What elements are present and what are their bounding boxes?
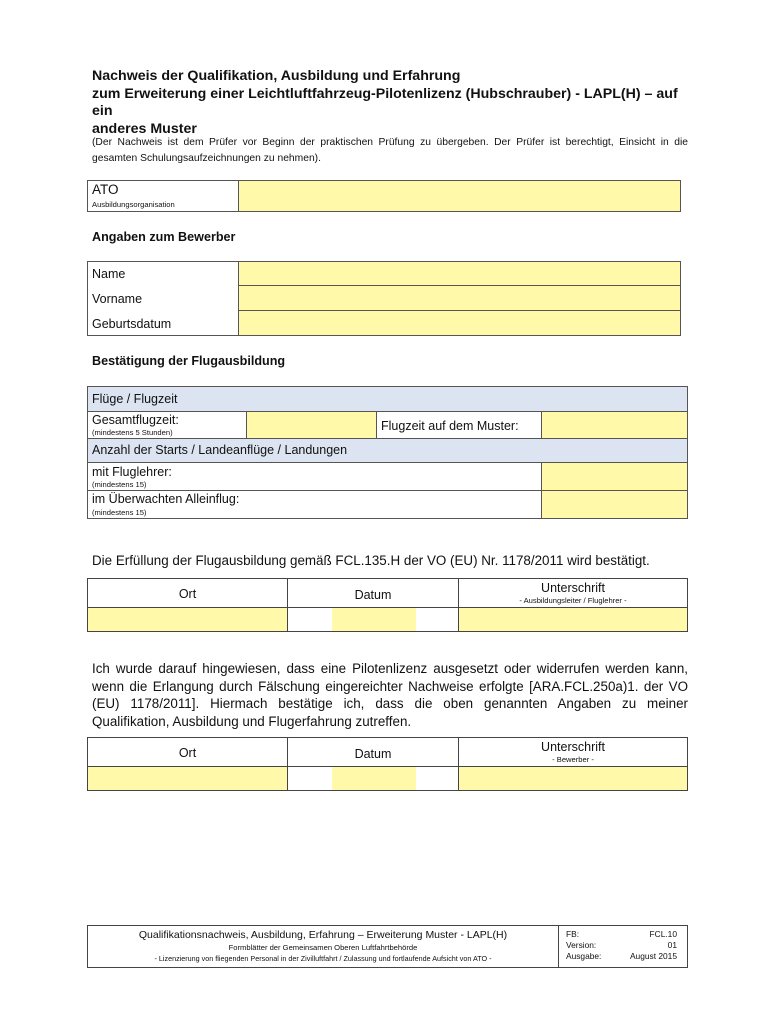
footer-line-2: Formblätter der Gemeinsamen Oberen Luftfahrtbehörde: [228, 943, 418, 952]
unterschrift-header: Unterschrift: [541, 581, 605, 595]
ato-box: [87, 180, 681, 212]
signature-block-instructor: [87, 578, 688, 632]
version-value: 01: [667, 940, 677, 950]
ort-header-2: Ort: [88, 738, 288, 767]
solo-field[interactable]: [542, 491, 687, 518]
declaration-text: Ich wurde darauf hingewiesen, dass eine Pilotenlizenz ausgesetzt oder widerrufen werden kann, wenn die Erlangung durch Fälschung eingereichter Nachweise erfolgte [ARA.FCL.250a)1. der VO (EU) 1178/2011]. Hiermach bestätige ich, dass die oben genannten Angaben zu meiner Qualifikation, Ausbildung und Flugerfahrung zutreffen.: [92, 661, 688, 729]
unterschrift-header-2: Unterschrift: [541, 740, 605, 754]
name-field[interactable]: [239, 262, 680, 286]
datum-field-1[interactable]: [332, 608, 416, 631]
version-label: Version:: [566, 940, 597, 950]
applicant-table: [87, 261, 681, 336]
title-line-1: Nachweis der Qualifikation, Ausbildung und Erfahrung: [92, 68, 461, 84]
footer-line-3: - Lizenzierung von fliegenden Personal in der Zivilluftfahrt / Zulassung und fortlaufende Aufsicht von ATO -: [154, 954, 492, 963]
ort-header: Ort: [88, 579, 288, 608]
ato-sub-label: Ausbildungsorganisation: [92, 200, 175, 209]
title-line-2: zum Erweiterung einer Leichtluftfahrzeug-Pilotenlizenz (Hubschrauber) - LAPL(H) – auf ein: [92, 85, 678, 119]
solo-sub: (mindestens 15): [92, 508, 147, 517]
fb-value: FCL.10: [649, 929, 677, 939]
document-footer: [87, 925, 688, 968]
type-flight-label: Flugzeit auf dem Muster:: [381, 419, 519, 433]
geburtsdatum-label: Geburtsdatum: [92, 317, 172, 331]
ort-field-2[interactable]: [88, 767, 288, 790]
signature-field-1[interactable]: [459, 608, 687, 631]
type-flight-field[interactable]: [542, 412, 687, 439]
geburtsdatum-field[interactable]: [239, 311, 680, 335]
footer-title: Qualifikationsnachweis, Ausbildung, Erfahrung – Erweiterung Muster - LAPL(H): [138, 929, 508, 941]
document-title: [92, 68, 692, 138]
instructor-role: - Ausbildungsleiter / Fluglehrer -: [519, 596, 627, 605]
ato-field[interactable]: [239, 181, 680, 211]
total-flight-sub: (mindestens 5 Stunden): [92, 428, 173, 437]
title-line-3: anderes Muster: [92, 120, 197, 137]
solo-label: im Überwachten Alleinflug:: [92, 492, 240, 506]
flights-header: Flüge / Flugzeit: [92, 392, 178, 406]
vorname-label: Vorname: [92, 292, 143, 306]
instructor-sub: (mindestens 15): [92, 480, 147, 489]
total-flight-field[interactable]: [247, 412, 377, 439]
ausgabe-label: Ausgabe:: [566, 951, 602, 961]
ort-field-1[interactable]: [88, 608, 288, 631]
confirmation-text: Die Erfüllung der Flugausbildung gemäß FCL.135.H der VO (EU) Nr. 1178/2011 wird bestätigt.: [92, 553, 650, 568]
applicant-role: - Bewerber -: [552, 755, 594, 764]
datum-header-2: Datum: [288, 738, 459, 767]
signature-field-2[interactable]: [459, 767, 687, 790]
fb-label: FB:: [566, 929, 580, 939]
applicant-heading: Angaben zum Bewerber: [92, 230, 236, 244]
total-flight-label: Gesamtflugzeit:: [92, 413, 179, 427]
training-table: [87, 386, 688, 519]
ato-label: ATO: [92, 182, 119, 197]
datum-field-2[interactable]: [332, 767, 416, 790]
starts-header: Anzahl der Starts / Landeanflüge / Landungen: [92, 443, 348, 457]
vorname-field[interactable]: [239, 286, 680, 311]
training-heading: Bestätigung der Flugausbildung: [92, 354, 286, 368]
instructor-field[interactable]: [542, 463, 687, 491]
instructor-label: mit Fluglehrer:: [92, 465, 172, 479]
datum-header: Datum: [288, 579, 459, 608]
signature-block-applicant: [87, 737, 688, 791]
name-label: Name: [92, 267, 126, 281]
ausgabe-value: August 2015: [629, 951, 677, 961]
intro-note: (Der Nachweis ist dem Prüfer vor Beginn der praktischen Prüfung zu übergeben. Der Prüfer ist berechtigt, Einsicht in die gesamten Schulungsaufzeichnungen zu nehmen).: [92, 137, 688, 164]
